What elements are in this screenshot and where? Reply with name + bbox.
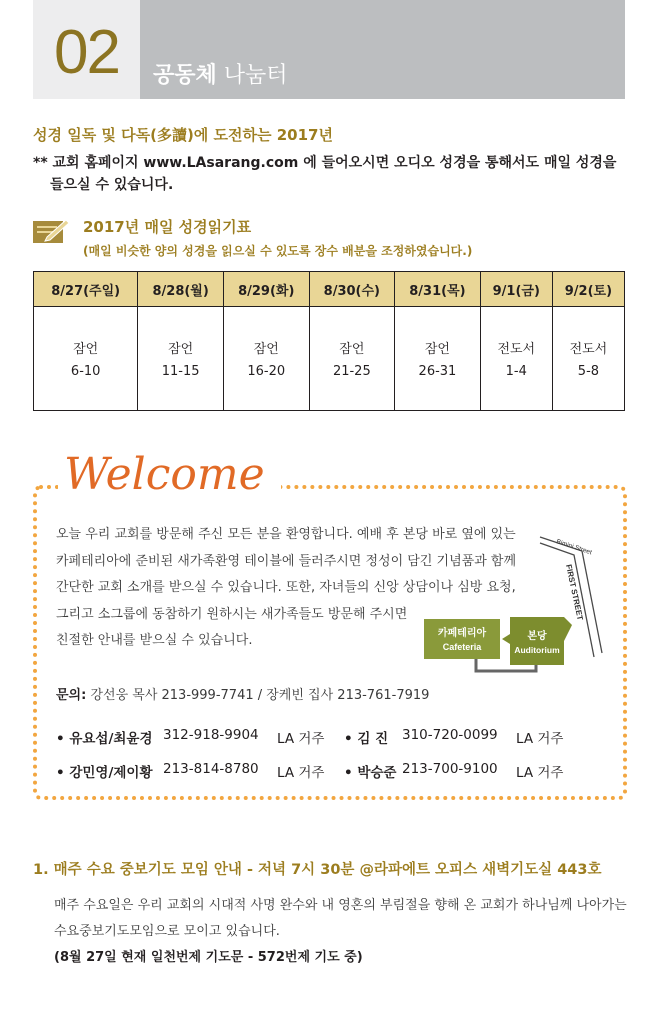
greeter-item: • 유요섭/최윤경 312-918-9904 LA 거주: [56, 727, 325, 747]
auditorium-corner: [564, 617, 572, 641]
campus-map: [424, 525, 604, 685]
prayer-meeting-title: 1. 매주 수요 중보기도 모임 안내 - 저녁 7시 30분 @라파에트 오피스 새벽기도실 443호: [33, 862, 602, 878]
section-title: 공동체 나눔터: [153, 63, 288, 88]
contact-info: 문의: 강선웅 목사 213-999-7741 / 장케빈 집사 213-761-7919: [56, 688, 430, 703]
schedule-subtitle: (매일 비슷한 양의 성경을 읽으실 수 있도록 장수 배분을 조정하였습니다.): [83, 244, 473, 258]
section-header: [33, 0, 625, 99]
date-header: 9/2(토): [552, 272, 624, 307]
schedule-title: 2017년 매일 성경읽기표: [83, 218, 252, 236]
section-number: 02: [33, 0, 140, 99]
date-header: 8/28(월): [138, 272, 224, 307]
pencil-icon: [33, 217, 69, 243]
date-header: 8/31(목): [395, 272, 481, 307]
reading-cell: 잠언 6-10: [34, 307, 138, 411]
arrow-to-cafeteria: [502, 634, 510, 644]
bible-challenge-title: 성경 일독 및 다독(多讀)에 도전하는 2017년: [33, 126, 333, 144]
cafeteria-label-en: Cafeteria: [442, 642, 482, 652]
welcome-title: Welcome: [58, 440, 281, 510]
greeter-list: [56, 720, 632, 788]
auditorium-label-en: Auditorium: [514, 645, 560, 655]
cafeteria-label-ko: 카페테리아: [437, 628, 487, 639]
auditorium-label-ko: 본당: [527, 631, 547, 642]
date-header: 8/30(수): [309, 272, 395, 307]
prayer-meeting-note: (8월 27일 현재 일천번제 기도문 - 572번제 기도 중): [54, 950, 363, 965]
greeter-item: • 박승준 213-700-9100 LA 거주: [344, 761, 564, 781]
welcome-message: 오늘 우리 교회를 방문해 주신 모든 분을 환영합니다. 예배 후 본당 바로 옆에 있는 카페테리아에 준비된 새가족환영 테이블에 들러주시면 정성이 담긴 기념품과 함께 간단한 교회 소개를 받으실 수 있습니다. 또한, 자녀들의 신앙 상담이나 심방 요청, 그리고 소그룹에 동참하기 원하시는 새가족들도 방문해 주시면 친절한 안내를 받으실 수 있습니다.: [56, 527, 517, 648]
table-row: [34, 307, 625, 411]
reading-cell: 잠언 21-25: [309, 307, 395, 411]
reading-cell: 전도서 1-4: [480, 307, 552, 411]
reading-cell: 잠언 11-15: [138, 307, 224, 411]
greeter-item: • 김 진 310-720-0099 LA 거주: [344, 727, 564, 747]
prayer-meeting-body: 매주 수요일은 우리 교회의 시대적 사명 완수와 내 영혼의 부림절을 향해 온 교회가 하나님께 나아가는 수요중보기도모임으로 모이고 있습니다.: [54, 898, 627, 939]
cafeteria-block: [424, 619, 500, 659]
reading-cell: 전도서 5-8: [552, 307, 624, 411]
bible-audio-note: ** 교회 홈페이지 www.LAsarang.com 에 들어오시면 오디오 성경을 통해서도 매일 성경을 들으실 수 있습니다.: [33, 155, 617, 193]
reading-schedule-table: [33, 271, 625, 411]
street-label-bimini: Bimini Street: [555, 538, 593, 557]
greeter-item: • 강민영/제이황 213-814-8780 LA 거주: [56, 761, 325, 781]
date-header: 9/1(금): [480, 272, 552, 307]
reading-cell: 잠언 26-31: [395, 307, 481, 411]
table-header-row: [34, 272, 625, 307]
date-header: 8/29(화): [223, 272, 309, 307]
reading-cell: 잠언 16-20: [223, 307, 309, 411]
date-header: 8/27(주일): [34, 272, 138, 307]
street-label-first: FIRST STREET: [564, 563, 585, 622]
